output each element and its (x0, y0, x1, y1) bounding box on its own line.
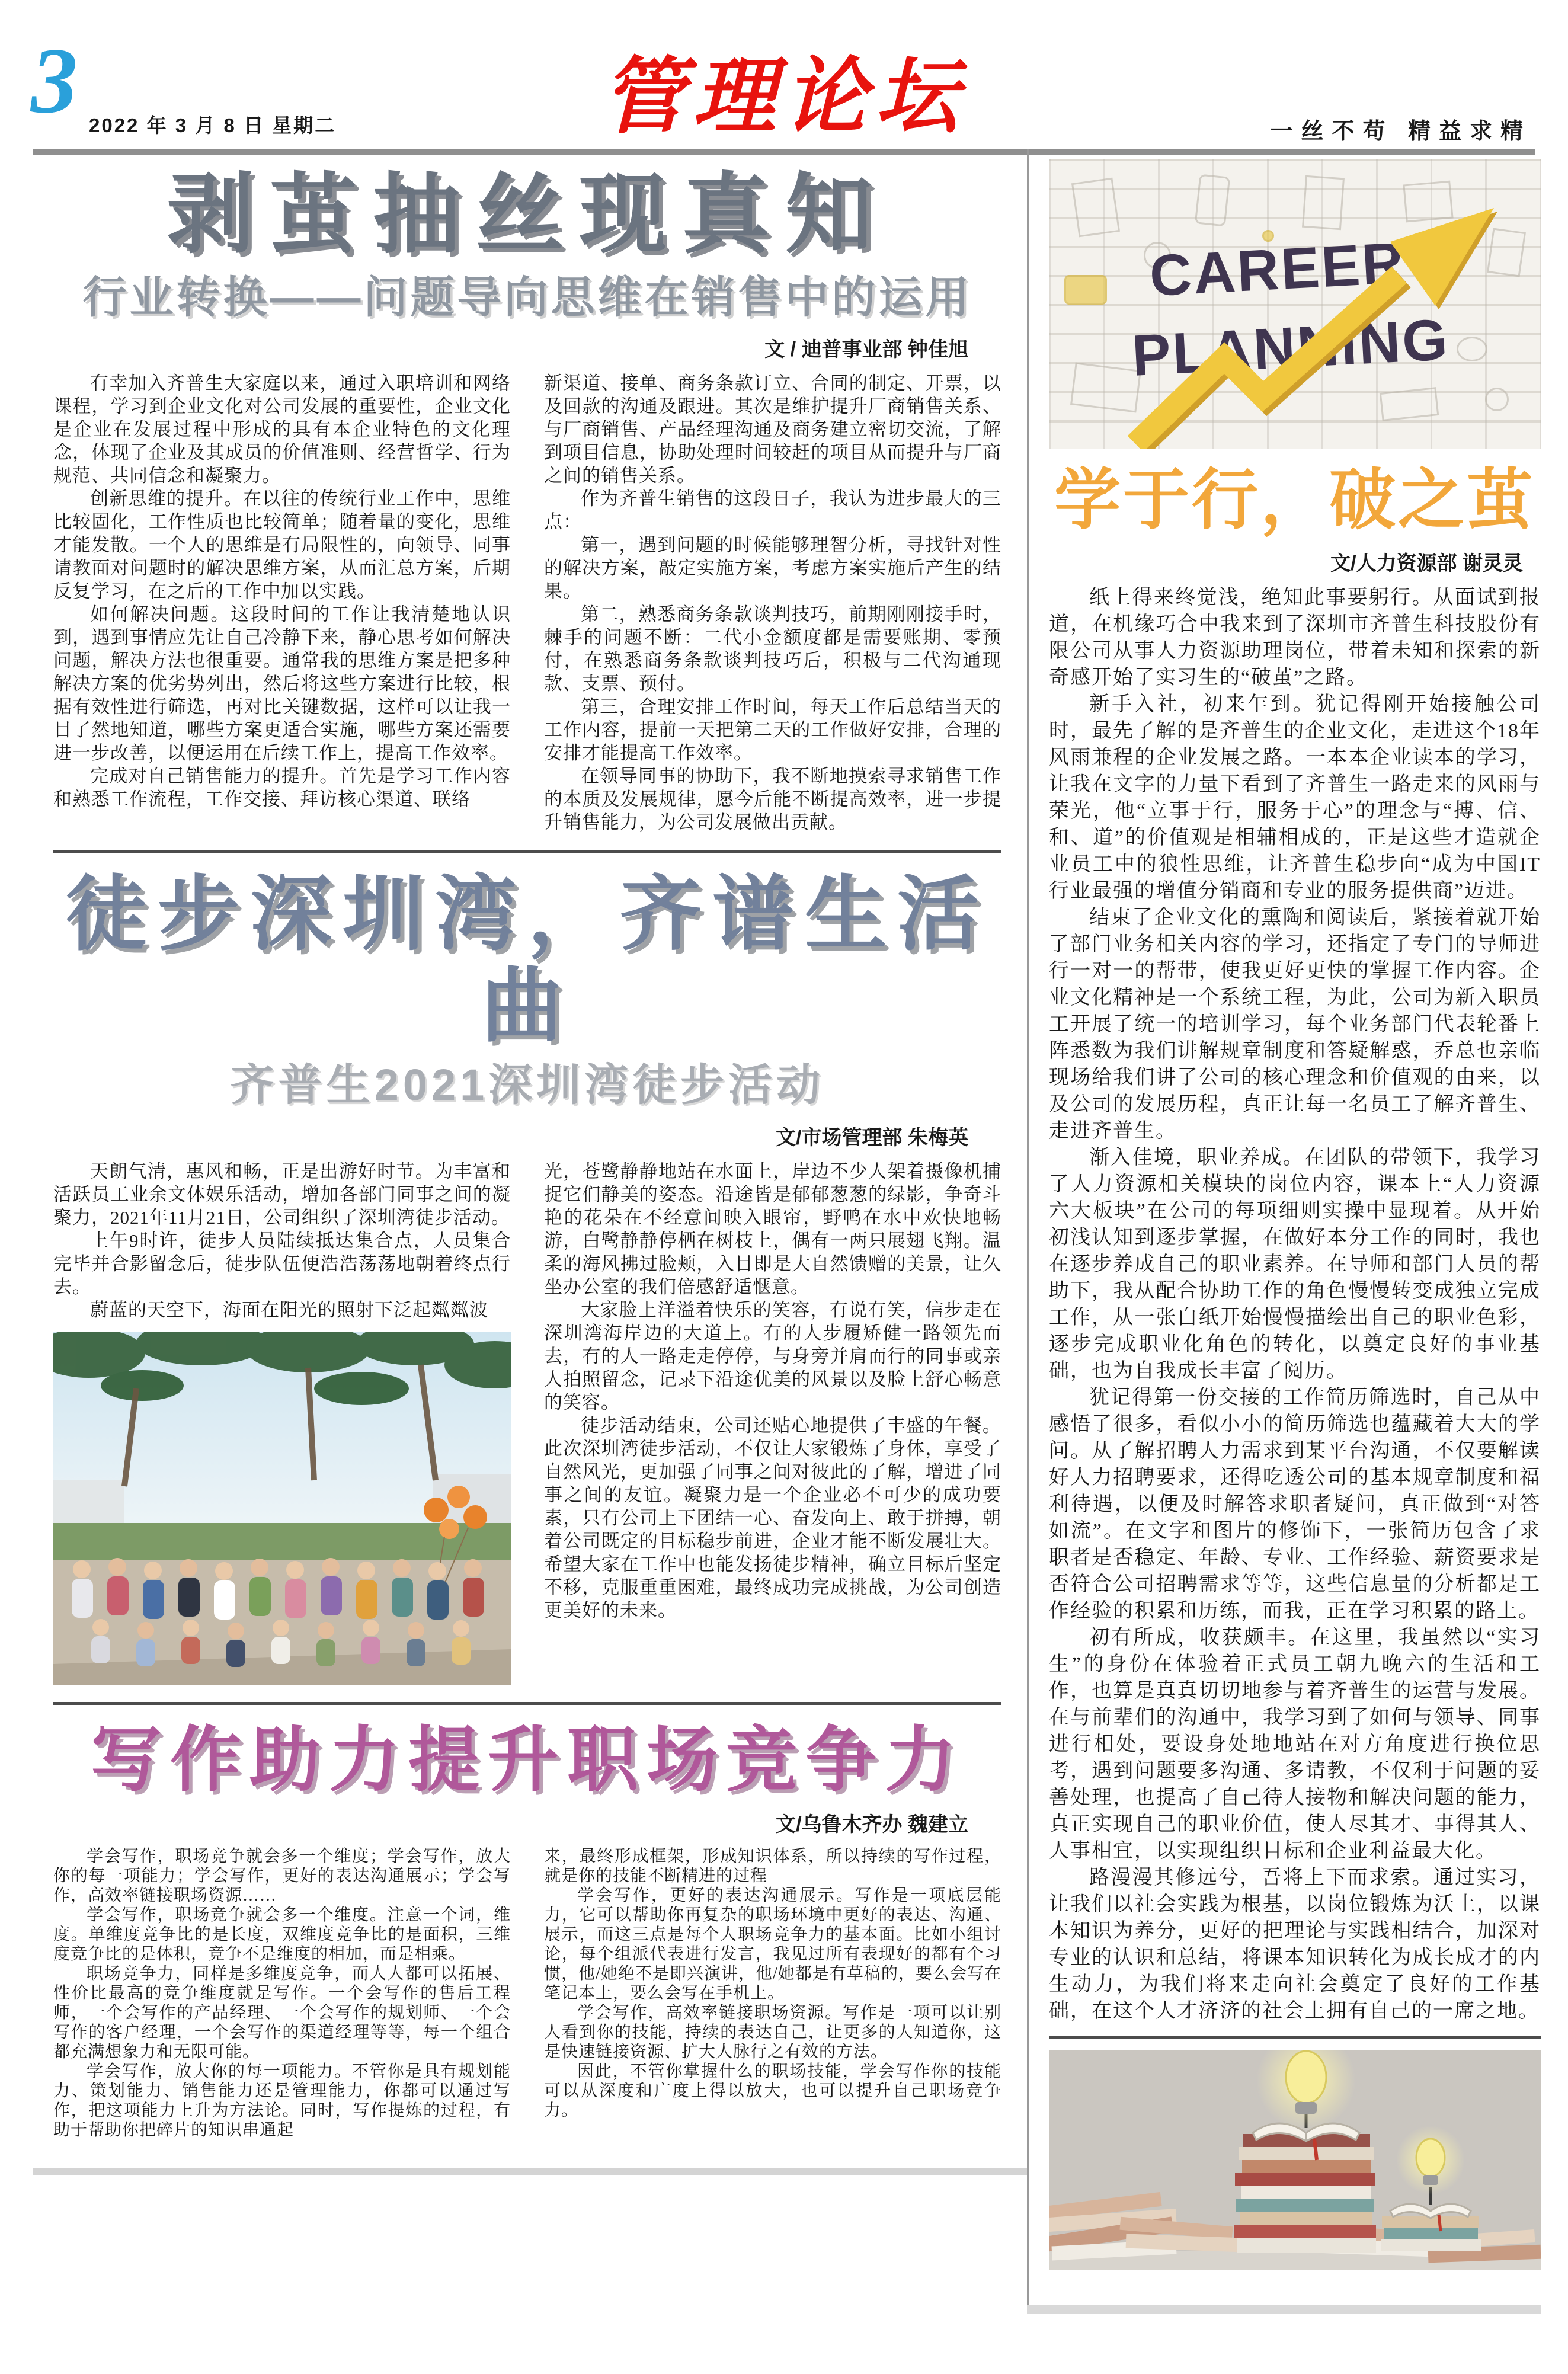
paragraph: 作为齐普生销售的这段日子，我认为进步最大的三点： (544, 488, 1001, 533)
article1-column-1 (53, 372, 511, 834)
paragraph: 有幸加入齐普生大家庭以来，通过入职培训和网络课程，学习到企业文化对公司发展的重要性，企业文化是企业在发展过程中形成的具有本企业特色的文化理念，体现了企业及其成员的价值准则、经营哲学、行为规范、共同信念和凝聚力。 (53, 373, 511, 487)
paragraph: 徒步活动结束，公司还贴心地提供了丰盛的午餐。此次深圳湾徒步活动，不仅让大家锻炼了身体，享受了自然风光，更加强了同事之间对彼此的了解，增进了同事之间的友谊。凝聚力是一个企业必不可少的成功要素，只有公司上下团结一心、奋发向上、敢于拼搏，朝着公司既定的目标稳步前进，企业才能不断发展壮大。希望大家在工作中也能发扬徒步精神，确立目标后坚定不移，克服重重困难，最终成功完成挑战，为公司创造更美好的未来。 (544, 1415, 1001, 1621)
article-1 (53, 166, 1001, 834)
article-separator (53, 850, 1001, 853)
article2-subtitle: 齐普生2021深圳湾徒步活动 (230, 1060, 825, 1110)
books-and-bulbs-image (1049, 2050, 1541, 2270)
sidebar-separator (1049, 2036, 1541, 2039)
paragraph: 学会写作，职场竞争就会多一个维度。注意一个词，维度。单维度竞争比的是长度，双维度竞争比的是面积，三维度竞争比的是体积，竞争不是维度的相加，而是相乘。 (53, 1906, 511, 1964)
sidebar-text (1049, 584, 1541, 2024)
header-rule (33, 149, 1535, 155)
growth-arrow-icon (1049, 159, 1541, 449)
header-date: 2022 年 3 月 8 日 星期二 (89, 114, 337, 136)
small-book-stack (1381, 2216, 1481, 2251)
paragraph: 新渠道、接单、商务条款订立、合同的制定、开票，以及回款的沟通及跟进。其次是维护提升厂商销售关系、与厂商销售、产品经理沟通及商务建立密切交流，了解到项目信息，协助处理时间较赶的项目从而提升与厂商之间的销售关系。 (544, 373, 1001, 487)
paragraph: 上午9时许，徒步人员陆续抵达集合点，人员集合完毕并合影留念后，徒步队伍便浩浩荡荡地朝着终点行去。 (53, 1230, 511, 1297)
bottom-rule-right (1027, 2305, 1541, 2314)
paragraph: 因此，不管你掌握什么的职场技能，学会写作你的技能可以从深度和广度上得以放大，也可以提升自己职场竞争力。 (544, 2062, 1001, 2120)
paragraph: 光，苍鹭静静地站在水面上，岸边不少人架着摄像机捕捉它们静美的姿态。沿途皆是郁郁葱葱的绿影，争奇斗艳的花朵在不经意间映入眼帘，野鸭在水中欢快地畅游，白鹭静静停栖在树枝上，偶有一两只展翅飞翔。温柔的海风拂过脸颊，入目即是大自然馈赠的美景，让久坐办公室的我们倍感舒适惬意。 (544, 1160, 1001, 1297)
sidebar-headline: 学于行，破之茧 (1054, 463, 1535, 537)
sidebar-article (1049, 159, 1541, 2270)
article3-headline: 写作助力提升职场竞争力 (91, 1720, 964, 1800)
paragraph: 第二，熟悉商务条款谈判技巧，前期刚刚接手时，棘手的问题不断：二代小金额度都是需要账期、零预付，在熟悉商务条款谈判技巧后，积极与二代沟通现款、支票、预付。 (544, 604, 1001, 695)
article-3 (53, 1720, 1001, 2140)
article-separator (53, 1702, 1001, 1705)
career-word-career: CAREER (1148, 229, 1407, 309)
paragraph: 蔚蓝的天空下，海面在阳光的照射下泛起粼粼波 (90, 1299, 488, 1320)
paragraph: 职场竞争力，同样是多维度竞争，而人人都可以拓展、性价比最高的竞争维度就是写作。一个会写作的售后工程师，一个会写作的产品经理、一个会写作的规划师、一个会写作的客户经理，一个会写作的渠道经理等等，每一个组合都充满想象力和无限可能。 (53, 1965, 511, 2062)
crowd-front-row (91, 1619, 471, 1667)
paragraph: 新手入社，初来乍到。犹记得刚开始接触公司时，最先了解的是齐普生的企业文化，走进这个18年风雨兼程的企业发展之路。一本本企业读本的学习，让我在文字的力量下看到了齐普生一路走来的风雨与荣光，他“立事于行，服务于心”的理念与“搏、信、和、道”的价值观是相辅相成的，正是这些才造就企业员工中的狼性思维，让齐普生稳步向“成为中国IT行业最强的增值分销商和专业的服务提供商”迈进。 (1049, 693, 1541, 902)
paragraph: 渐入佳境，职业养成。在团队的带领下，我学习了人力资源相关模块的岗位内容，课本上“人力资源六大板块”在公司的每项细则实操中显现着。从开始初浅认知到逐步掌握，在做好本分工作的同时，我也在逐步养成自己的职业素养。在导师和部门人员的帮助下，我从配合协助工作的角色慢慢转变成独立完成工作，从一张白纸开始慢慢描绘出自己的职业色彩，逐步完成职业化角色的转化，以奠定良好的事业基础，也为自我成长丰富了阅历。 (1049, 1146, 1541, 1382)
paragraph: 犹记得第一份交接的工作简历筛选时，自己从中感悟了很多，看似小小的简历筛选也蕴藏着大大的学问。从了解招聘人力需求到某平台沟通，不仅要解读好人力招聘要求，还得吃透公司的基本规章制度和福利待遇，以便及时解答求职者疑问，真正做到“对答如流”。在文字和图片的修饰下，一张简历包含了求职者是否稳定、年龄、专业、工作经验、薪资要求是否符合公司招聘需求等等，这些信息量的分析都是工作经验的积累和历练，而我，正在学习积累的路上。 (1049, 1386, 1541, 1622)
paragraph: 学会写作，更好的表达沟通展示。写作是一项底层能力，它可以帮助你再复杂的职场环境中更好的表达、沟通、展示，而这三点是每个人职场竞争力的基本面。比如小组讨论，每个组派代表进行发言，我见过所有表现好的都有个习惯，他/她绝不是即兴演讲，他/她都是有草稿的，要么会写在笔记本上，要么会写在手机上。 (544, 1886, 1001, 2003)
paragraph: 完成对自己销售能力的提升。首先是学习工作内容和熟悉工作流程，工作交接、拜访核心渠道、联络 (53, 766, 511, 810)
paragraph: 结束了企业文化的熏陶和阅读后，紧接着就开始了部门业务相关内容的学习，还指定了专门的导师进行一对一的帮带，使我更好更快的掌握工作内容。企业文化精神是一个系统工程，为此，公司为新入职员工开展了统一的培训学习，每个业务部门代表轮番上阵悉数为我们讲解规章制度和答疑解惑，乔总也亲临现场给我们讲了公司的核心理念和价值观的由来，以及公司的发展历程，真正让每一名员工了解齐普生、走进齐普生。 (1049, 906, 1541, 1142)
career-planning-image (1049, 159, 1541, 449)
article2-headline: 徒步深圳湾，齐谱生活曲 (65, 869, 990, 1052)
article1-subtitle: 行业转换——问题导向思维在销售中的运用 (82, 272, 972, 322)
header-slogan: 一丝不苟 精益求精 (1270, 119, 1531, 144)
article3-byline: 文/乌鲁木齐办 魏建立 (776, 1813, 968, 1837)
article1-byline: 文 / 迪普事业部 钟佳旭 (764, 338, 968, 361)
paragraph: 来，最终形成框架，形成知识体系，所以持续的写作过程，就是你的技能不断精进的过程 (544, 1847, 1001, 1886)
paragraph: 纸上得来终觉浅，绝知此事要躬行。从面试到报道，在机缘巧合中我来到了深圳市齐普生科技股份有限公司从事人力资源助理岗位，带着未知和探索的新奇感开始了实习生的“破茧”之路。 (1049, 586, 1541, 689)
article1-headline: 剥茧抽丝现真知 (167, 166, 888, 264)
paragraph: 学会写作，高效率链接职场资源。写作是一项可以让别人看到你的技能，持续的表达自己，让更多的人知道你，这是快速链接资源、扩大人脉行之有效的方法。 (544, 2004, 1001, 2062)
paragraph: 在领导同事的协助下，我不断地摸索寻求销售工作的本质及发展规律，愿今后能不断提高效率，进一步提升销售能力，为公司发展做出贡献。 (544, 766, 1001, 833)
group-photo (53, 1332, 511, 1685)
paragraph: 路漫漫其修远兮，吾将上下而求索。通过实习，让我们以社会实践为根基，以岗位锻炼为沃土，以课本知识为养分，更好的把理论与实践相结合，加深对专业的认识和总结，将课本知识转化为成长成才的内生动力，为我们将来走向社会奠定了良好的工作基础，在这个人才济济的社会上拥有自己的一席之地。 (1049, 1866, 1541, 2022)
article2-column-1 (53, 1160, 511, 1685)
masthead-title: 管理论坛 (601, 52, 967, 143)
bottom-rule-left (33, 2168, 1027, 2175)
main-area (53, 166, 1001, 2140)
article3-column-2 (544, 1847, 1001, 2140)
page-number: 3 (31, 29, 78, 133)
article-2 (53, 869, 1001, 1685)
paragraph: 大家脸上洋溢着快乐的笑容，有说有笑，信步走在深圳湾海岸边的大道上。有的人步履矫健一路领先而去，有的人一路走走停停，与身旁并肩而行的同事或亲人拍照留念，记录下沿途优美的风景以及脸上舒心畅意的笑容。 (544, 1299, 1001, 1413)
paragraph: 天朗气清，惠风和畅，正是出游好时节。为丰富和活跃员工业余文体娱乐活动，增加各部门同事之间的凝聚力，2021年11月21日，公司组织了深圳湾徒步活动。 (53, 1160, 511, 1228)
article2-byline: 文/市场管理部 朱梅英 (776, 1126, 968, 1149)
article3-column-1 (53, 1847, 511, 2140)
column-divider (1027, 149, 1029, 2306)
paragraph: 第一，遇到问题的时候能够理智分析，寻找针对性的解决方案，敲定实施方案，考虑方案实施后产生的结果。 (544, 535, 1001, 602)
paragraph: 如何解决问题。这段时间的工作让我清楚地认识到，遇到事情应先让自己冷静下来，静心思考如何解决问题，解决方法也很重要。通常我的思维方案是把多种解决方案的优劣势列出，然后将这些方案进行比较，根据有效性进行筛选，再对比关键数据，这样可以让我一目了然地知道，哪些方案更适合实施，哪些方案还需要进一步改善，以便运用在后续工作上，提高工作效率。 (53, 604, 511, 764)
sidebar-byline: 文/人力资源部 谢灵灵 (1330, 552, 1523, 575)
paragraph: 学会写作，职场竞争就会多一个维度；学会写作，放大你的每一项能力；学会写作，更好的表达沟通展示；学会写作，高效率链接职场资源…… (53, 1847, 511, 1905)
article1-column-2 (544, 372, 1001, 834)
paragraph: 学会写作，放大你的每一项能力。不管你是具有规划能力、策划能力、销售能力还是管理能力，你都可以通过写作，把这项能力上升为方法论。同时，写作提炼的过程，有助于帮助你把碎片的知识串通起 (53, 2062, 511, 2140)
paragraph: 初有所成，收获颇丰。在这里，我虽然以“实习生”的身份在体验着正式员工朝九晚六的生活和工作，也算是真真切切地参与着齐普生的运营与发展。在与前辈们的沟通中，我学习到了如何与领导、同事进行相处，要设身处地地站在对方角度进行换位思考，遇到问题要多沟通、多请教，不仅利于问题的妥善处理，也提高了自己待人接物和解决问题的能力，真正实现自己的职业价值，使人尽其才、事得其人、人事相宜，以实现组织目标和企业利益最大化。 (1049, 1626, 1541, 1862)
light-bulb-small (1396, 2126, 1465, 2194)
paragraph: 第三，合理安排工作时间，每天工作后总结当天的工作内容，提前一天把第二天的工作做好安排，合理的安排才能提高工作效率。 (544, 696, 1001, 764)
center-book-stack (1234, 2134, 1376, 2253)
career-word-planning: PLANNING (1130, 306, 1451, 388)
paragraph: 创新思维的提升。在以往的传统行业工作中，思维比较固化，工作性质也比较简单；随着量的变化，思维才能发散。一个人的思维是有局限性的，向领导、同事请教面对问题时的解决思维方案，从而汇总方案，后期反复学习，在之后的工作中加以实践。 (53, 488, 511, 602)
article2-column-2 (544, 1160, 1001, 1685)
